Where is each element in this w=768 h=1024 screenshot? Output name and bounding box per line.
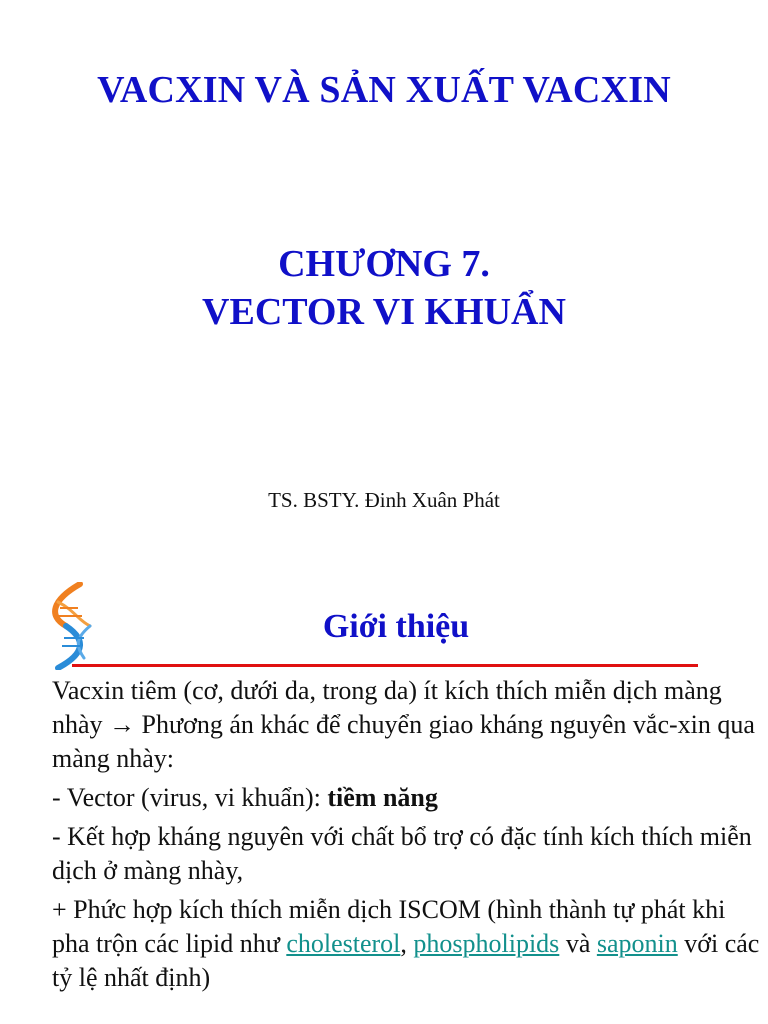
presentation-title: VACXIN VÀ SẢN XUẤT VACXIN [97,69,671,111]
paragraph-intro [52,674,762,776]
paragraph-iscom [52,893,762,995]
phospholipids-link[interactable]: phospholipids [413,929,560,958]
and-text: và [559,929,597,958]
chapter-heading [0,240,768,336]
iscom-text-end: với các tỷ lệ nhất định) [52,929,760,992]
author-line: TS. BSTY. Đinh Xuân Phát [268,488,500,512]
title-underline [72,664,698,667]
slide-body [52,674,762,1000]
iscom-text: + Phức hợp kích thích miễn dịch ISCOM (hình thành tự phát khi pha trộn các lipid như [52,895,726,958]
paragraph-vector [52,781,762,815]
section-title: Giới thiệu [322,608,470,645]
chapter-name: VECTOR VI KHUẨN [202,291,566,333]
intro-text: Vacxin tiêm (cơ, dưới da, trong da) ít kích thích miễn dịch màng nhày [52,676,722,739]
comma-separator: , [400,929,414,958]
intro-text-cont: Phương án khác để chuyển giao kháng nguyên vắc-xin qua màng nhày: [52,710,755,773]
cholesterol-link[interactable]: cholesterol [286,929,401,958]
right-arrow-icon: → [109,710,136,739]
saponin-link[interactable]: saponin [596,929,678,958]
paragraph-adjuvant: - Kết hợp kháng nguyên với chất bổ trợ có đặc tính kích thích miễn dịch ở màng nhày, [52,822,752,885]
vector-text: - Vector (virus, vi khuẩn): [52,783,328,812]
intro-slide [0,560,768,1024]
vector-bold: tiềm năng [327,783,438,812]
chapter-number: CHƯƠNG 7. [278,243,490,285]
